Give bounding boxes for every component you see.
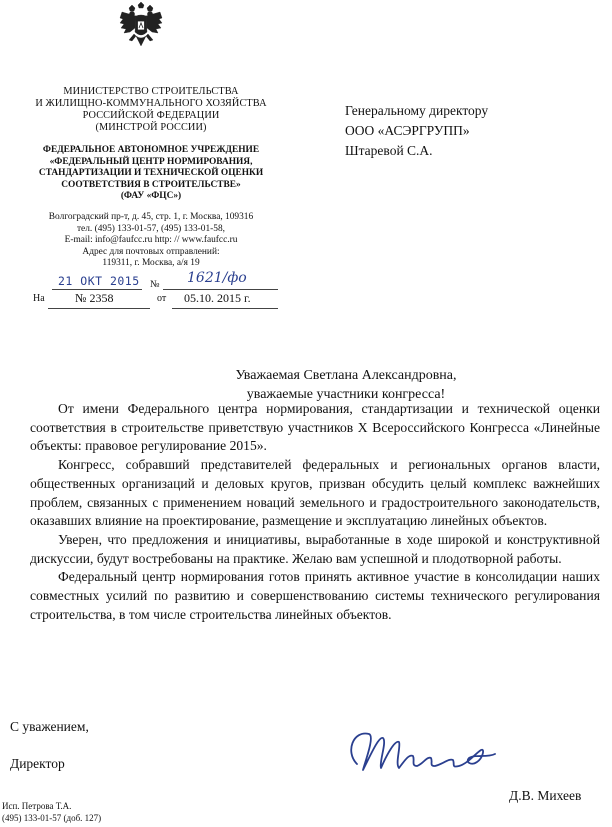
institution-line: СООТВЕТСТВИЯ В СТРОИТЕЛЬСТВЕ» bbox=[61, 179, 241, 190]
ministry-line: И ЖИЛИЩНО-КОММУНАЛЬНОГО ХОЗЯЙСТВА bbox=[35, 98, 267, 109]
institution-line: СТАНДАРТИЗАЦИИ И ТЕХНИЧЕСКОЙ ОЦЕНКИ bbox=[38, 168, 264, 178]
addressee-line: Генеральному директору bbox=[345, 103, 489, 118]
addressee-block bbox=[345, 101, 488, 161]
institution-line: ФЕДЕРАЛЬНОЕ АВТОНОМНОЕ УЧРЕЖДЕНИЕ bbox=[42, 145, 260, 155]
incoming-number-underline bbox=[48, 308, 150, 309]
contact-line: Волгоградский пр-т, д. 45, стр. 1, г. Москва, 109316 bbox=[48, 212, 254, 222]
contact-line: E-mail: info@faufcc.ru http: // www.faufcc.ru bbox=[64, 235, 238, 246]
na-label: На bbox=[33, 293, 45, 304]
body-paragraph: Федеральный центр нормирования готов принять активное участие в консолидации наших совместных усилий по развитию и совершенствованию системы технического регулирования строительства, в том числе строительства линейных объектов. bbox=[30, 569, 600, 622]
ministry-line: РОССИЙСКОЙ ФЕДЕРАЦИИ bbox=[82, 110, 220, 121]
number-sign-label: № bbox=[150, 279, 160, 290]
signer-position: Директор bbox=[10, 756, 65, 771]
executor-line: Исп. Петрова Т.А. bbox=[2, 801, 72, 811]
greeting bbox=[0, 366, 612, 404]
closing-regards: С уважением, bbox=[10, 719, 89, 734]
addressee-line: ООО «АСЭРГРУПП» bbox=[345, 123, 470, 138]
reg-number-underline bbox=[163, 289, 278, 290]
letter-body bbox=[30, 400, 600, 624]
ministry-line: (МИНСТРОЙ РОССИИ) bbox=[95, 122, 207, 133]
addressee-line: Штаревой С.А. bbox=[345, 143, 433, 158]
executor-line: (495) 133-01-57 (доб. 127) bbox=[2, 812, 102, 823]
ot-label: от bbox=[157, 293, 167, 304]
ministry-line: МИНИСТЕРСТВО СТРОИТЕЛЬСТВА bbox=[63, 86, 239, 97]
registration-stamp-date: 21 ОКТ 2015 bbox=[58, 274, 140, 288]
executor-info bbox=[2, 801, 101, 824]
body-paragraph: Уверен, что предложения и инициативы, выработанные в ходе широкой и конструктивной дискуссии, будут востребованы на практике. Желаю вам успешной и плодотворной работы. bbox=[30, 531, 600, 566]
incoming-number: № 2358 bbox=[75, 291, 114, 305]
institution-line: «ФЕДЕРАЛЬНЫЙ ЦЕНТР НОРМИРОВАНИЯ, bbox=[49, 156, 253, 167]
signer-name: Д.В. Михеев bbox=[509, 788, 582, 803]
handwritten-signature-icon bbox=[335, 724, 505, 784]
contact-line: 119311, г. Москва, а/я 19 bbox=[102, 258, 200, 269]
incoming-date: 05.10. 2015 г. bbox=[184, 291, 251, 305]
stamp-date-underline bbox=[52, 289, 142, 290]
body-paragraph: От имени Федерального центра нормирования, стандартизации и технической оценки соответствия в строительстве приветствую участников X Всероссийского Конгресса «Линейные объекты: правовое регулирование 2015». bbox=[30, 401, 600, 454]
body-paragraph: Конгресс, собравший представителей федеральных и региональных органов власти, общественных организаций и деловых кругов, призван обсудить целый комплекс важнейших проблем, связанных с применением новаций земельного и градостроительного законодательств, оказавших влияние на проектирование, размещение и эксплуатацию линейных объектов. bbox=[30, 457, 600, 529]
institution-name bbox=[20, 145, 282, 203]
greeting-line: уважаемые участники конгресса! bbox=[246, 387, 446, 402]
contact-line: Адрес для почтовых отправлений: bbox=[82, 246, 220, 257]
greeting-line: Уважаемая Светлана Александровна, bbox=[235, 368, 457, 383]
ministry-name bbox=[20, 86, 282, 134]
institution-line: (ФАУ «ФЦС») bbox=[120, 191, 182, 201]
contacts-block bbox=[20, 212, 282, 270]
incoming-date-underline bbox=[172, 308, 278, 309]
registration-number-handwritten: 1621/фо bbox=[187, 270, 247, 286]
contact-line: тел. (495) 133-01-57, (495) 133-01-58, bbox=[76, 223, 226, 234]
double-headed-eagle-emblem-icon bbox=[118, 2, 164, 54]
